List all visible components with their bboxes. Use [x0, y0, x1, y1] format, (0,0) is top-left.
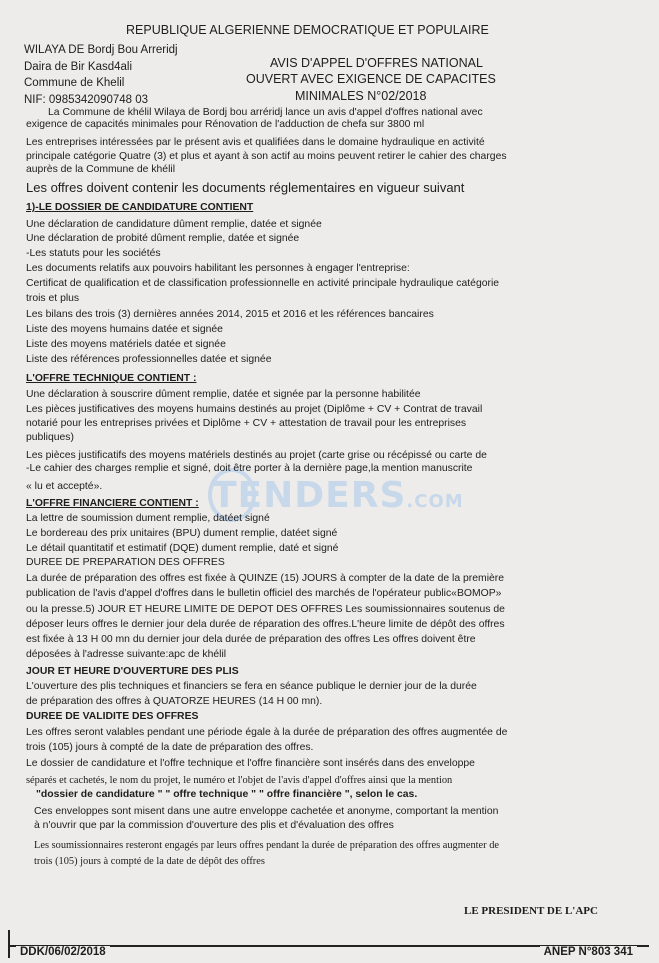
wilaya: WILAYA DE Bordj Bou Arreridj — [24, 44, 178, 56]
heading-offre-financiere: L'OFFRE FINANCIERE CONTIENT : — [26, 498, 199, 509]
avis-title-2: OUVERT AVEC EXIGENCE DE CAPACITES — [246, 72, 496, 86]
watermark-brand: TENDERS — [212, 475, 407, 516]
heading-candidature: 1)-LE DOSSIER DE CANDIDATURE CONTIENT — [26, 202, 254, 213]
avis-title-3: MINIMALES N°02/2018 — [295, 89, 427, 103]
paragraph-line: L'ouverture des plis techniques et financiers se fera en séance publique le dernier jour de la durée — [26, 681, 477, 692]
list-item: Le bordereau des prix unitaires (BPU) dument remplie, datéet signé — [26, 528, 338, 539]
list-item: Les pièces justificatives des moyens humains destinés au projet (Diplôme + CV + Contrat de travail — [26, 404, 483, 415]
commune: Commune de Khelil — [24, 77, 125, 89]
intro-line: principale catégorie Quatre (3) et plus et ayant à son actif au moins peuvent retirer le cahier des charges — [26, 151, 507, 162]
paragraph-line: ou la presse.5) JOUR ET HEURE LIMITE DE DEPOT DES OFFRES Les soumissionnaires soutenus de — [26, 604, 505, 615]
list-item: -Le cahier des charges remplie et signé, doit être porter à la dernière page,la mention manuscrite — [26, 463, 473, 474]
paragraph-line: trois (105) jours à compté de la date de préparation des offres. — [26, 742, 314, 753]
signature: LE PRESIDENT DE L'APC — [464, 905, 598, 917]
divider — [8, 930, 10, 958]
list-item: Les bilans des trois (3) dernières années 2014, 2015 et 2016 et les références bancaires — [26, 309, 434, 320]
intro-line: La Commune de khélil Wilaya de Bordj bou arréridj lance un avis d'appel d'offres national avec — [48, 107, 483, 118]
list-item: Liste des références professionnelles datée et signée — [26, 354, 272, 365]
list-item: Une déclaration à souscrire dûment remplie, datée et signée par la personne habilitée — [26, 389, 421, 400]
paragraph-line: séparés et cachetés, le nom du projet, le numéro et l'objet de l'avis d'appel d'offres ainsi que la mention — [26, 775, 453, 786]
intro-line: auprès de la Commune de khélil — [26, 164, 176, 175]
footer-reference: DDK/06/02/2018 — [16, 946, 110, 958]
list-item: Une déclaration de probité dûment remplie, datée et signée — [26, 233, 300, 244]
heading-duree-preparation: DUREE DE PREPARATION DES OFFRES — [26, 557, 225, 568]
footer-anep-number: ANEP N°803 341 — [540, 946, 637, 958]
list-item: Certificat de qualification et de classification professionnelle en activité principale hydraulique catégorie — [26, 278, 500, 289]
paragraph-line: La durée de préparation des offres est fixée à QUINZE (15) JOURS à compter de la date de la première — [26, 573, 505, 584]
list-item: Le détail quantitatif et estimatif (DQE) dument remplie, daté et signé — [26, 543, 339, 554]
paragraph-line: déposées à l'adresse suivante:apc de khélil — [26, 649, 227, 660]
heading-offre-technique: L'OFFRE TECHNIQUE CONTIENT : — [26, 373, 197, 384]
avis-title-1: AVIS D'APPEL D'OFFRES NATIONAL — [270, 56, 483, 70]
paragraph-line: déposer leurs offres le dernier jour dela durée de réparation des offres.L'heure limite de dépôt des offres — [26, 619, 505, 630]
paragraph-line: Le dossier de candidature et l'offre technique et l'offre financière sont insérés dans des enveloppe — [26, 758, 475, 769]
paragraph-line: "dossier de candidature " " offre technique " " offre financière ", selon le cas. — [36, 789, 418, 800]
paragraph-line: Ces enveloppes sont misent dans une autre enveloppe cachetée et anonyme, comportant la mention — [34, 806, 499, 817]
list-item: publiques) — [26, 432, 74, 443]
list-item: Les pièces justificatifs des moyens matériels destinés au projet (carte grise ou récépissé ou carte de — [26, 450, 487, 461]
list-item: Les documents relatifs aux pouvoirs habilitant les personnes à engager l'entreprise: — [26, 263, 410, 274]
daira: Daira de Bir Kasd4ali — [24, 61, 133, 73]
list-item: notarié pour les entreprises privées et Diplôme + CV + attestation de travail pour les entreprises — [26, 418, 467, 429]
heading-validite: DUREE DE VALIDITE DES OFFRES — [26, 711, 199, 722]
section-intro: Les offres doivent contenir les documents réglementaires en vigueur suivant — [26, 180, 465, 195]
paragraph-line: publication de l'avis d'appel d'offres dans le bulletin officiel des marchés de l'opérateur public«BOMOP» — [26, 588, 502, 599]
republic-title: REPUBLIQUE ALGERIENNE DEMOCRATIQUE ET POPULAIRE — [126, 23, 489, 37]
paragraph-line: Les soumissionnaires resteront engagés par leurs offres pendant la durée de préparation des offres augmenter de — [34, 840, 500, 851]
intro-line: exigence de capacités minimales pour Rénovation de l'adduction de chefa sur 3800 ml — [26, 119, 425, 130]
paragraph-line: de préparation des offres à QUATORZE HEURES (14 H 00 mn). — [26, 696, 323, 707]
list-item: -Les statuts pour les sociétés — [26, 248, 161, 259]
watermark — [212, 475, 464, 516]
list-item: Une déclaration de candidature dûment remplie, datée et signée — [26, 219, 322, 230]
paragraph-line: Les offres seront valables pendant une période égale à la durée de préparation des offres augmentée de — [26, 727, 508, 738]
list-item: Liste des moyens humains datée et signée — [26, 324, 223, 335]
heading-ouverture-plis: JOUR ET HEURE D'OUVERTURE DES PLIS — [26, 666, 239, 677]
list-item: trois et plus — [26, 293, 80, 304]
list-item: Liste des moyens matériels datée et signée — [26, 339, 226, 350]
watermark-suffix: .COM — [406, 491, 464, 512]
paragraph-line: est fixée à 13 H 00 mn du dernier jour dela durée de préparation des offres Les offres doivent être — [26, 634, 476, 645]
list-item: La lettre de soumission dument remplie, datéet signé — [26, 513, 270, 524]
paragraph-line: à n'ouvrir que par la commission d'ouverture des plis et d'évaluation des offres — [34, 820, 394, 831]
paragraph-line: trois (105) jours à compté de la date de dépôt des offres — [34, 856, 265, 867]
nif: NIF: 0985342090748 03 — [24, 94, 149, 106]
list-item: « lu et accepté». — [26, 481, 103, 492]
intro-line: Les entreprises intéressées par le présent avis et qualifiées dans le domaine hydraulique en activité — [26, 137, 485, 148]
